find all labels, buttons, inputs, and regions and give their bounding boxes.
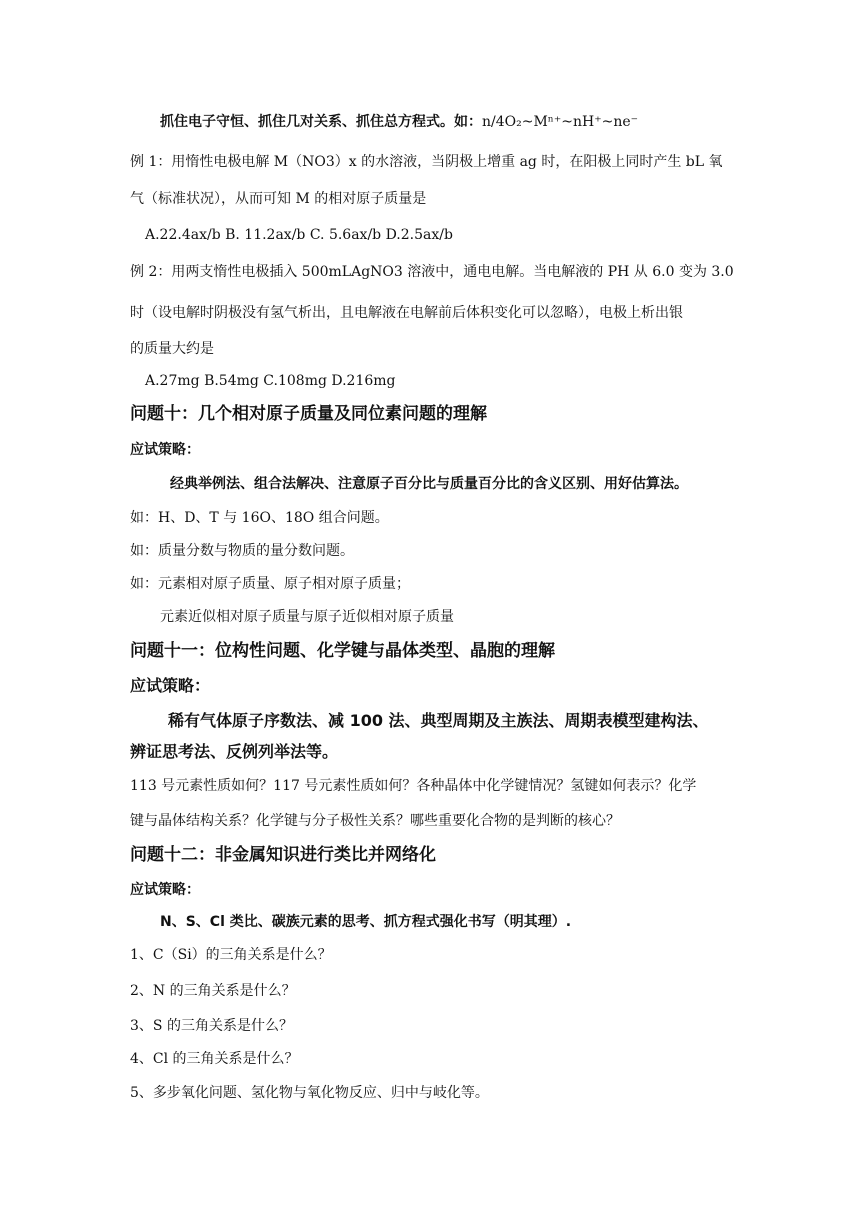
question-12-item-1: 1、C（Si）的三角关系是什么？: [130, 947, 332, 963]
question-10-example-4: 元素近似相对原子质量与原子近似相对原子质量: [160, 609, 454, 625]
question-12-item-2: 2、N 的三角关系是什么？: [130, 983, 296, 999]
question-11-strategy-line-1: 稀有气体原子序数法、减 100 法、典型周期及主族法、周期表模型建构法、: [168, 711, 709, 730]
question-12-item-5: 5、多步氧化问题、氢化物与氧化物反应、归中与岐化等。: [130, 1085, 489, 1101]
question-12-title: 问题十二：非金属知识进行类比并网络化: [130, 845, 436, 865]
question-10-example-3: 如：元素相对原子质量、原子相对原子质量；: [130, 576, 410, 592]
question-11-text-line-2: 键与晶体结构关系？化学键与分子极性关系？哪些重要化合物的是判断的核心？: [130, 813, 620, 829]
formula-text: n/4O₂~Mⁿ⁺~nH⁺~ne⁻: [482, 114, 639, 130]
question-12-strategy-label: 应试策略：: [130, 882, 200, 898]
example-1-line-2: 气（标准状况），从而可知 M 的相对原子质量是: [130, 191, 427, 207]
example-2-line-1: 例 2：用两支惰性电极插入 500mLAgNO3 溶液中，通电电解。当电解液的 PH 从 6.0 变为 3.0: [130, 264, 734, 280]
example-1-options: A.22.4ax/b B. 11.2ax/b C. 5.6ax/b D.2.5ax/b: [145, 227, 453, 243]
question-10-strategy: 经典举例法、组合法解决、注意原子百分比与质量百分比的含义区别、用好估算法。: [170, 476, 688, 492]
question-12-item-4: 4、Cl 的三角关系是什么？: [130, 1051, 299, 1067]
question-11-strategy-label: 应试策略：: [130, 676, 211, 695]
question-10-strategy-label: 应试策略：: [130, 442, 200, 458]
example-2-line-3: 的质量大约是: [130, 341, 214, 357]
question-10-example-2: 如：质量分数与物质的量分数问题。: [130, 543, 354, 559]
example-2-line-2: 时（设电解时阴极没有氢气析出，且电解液在电解前后体积变化可以忽略），电极上析出银: [130, 305, 683, 321]
example-2-options: A.27mg B.54mg C.108mg D.216mg: [145, 373, 396, 389]
question-12-strategy: N、S、Cl 类比、碳族元素的思考、抓方程式强化书写（明其理）.: [160, 914, 572, 930]
example-1-line-1: 例 1：用惰性电极电解 M（NO3）x 的水溶液，当阴极上增重 ag 时，在阳极上同时产生 bL 氧: [130, 154, 723, 170]
question-11-title: 问题十一：位构性问题、化学键与晶体类型、晶胞的理解: [130, 641, 555, 661]
electron-conservation-line: [160, 112, 638, 132]
strategy-text: 抓住电子守恒、抓住几对关系、抓住总方程式。如：: [160, 114, 482, 130]
question-11-text-line-1: 113 号元素性质如何？117 号元素性质如何？各种晶体中化学键情况？氢键如何表示？化学: [130, 778, 697, 794]
question-12-item-3: 3、S 的三角关系是什么？: [130, 1018, 293, 1034]
question-10-example-1: 如：H、D、T 与 16O、18O 组合问题。: [130, 510, 389, 526]
question-10-title: 问题十：几个相对原子质量及同位素问题的理解: [130, 404, 487, 424]
question-11-strategy-line-2: 辨证思考法、反例列举法等。: [130, 742, 339, 761]
